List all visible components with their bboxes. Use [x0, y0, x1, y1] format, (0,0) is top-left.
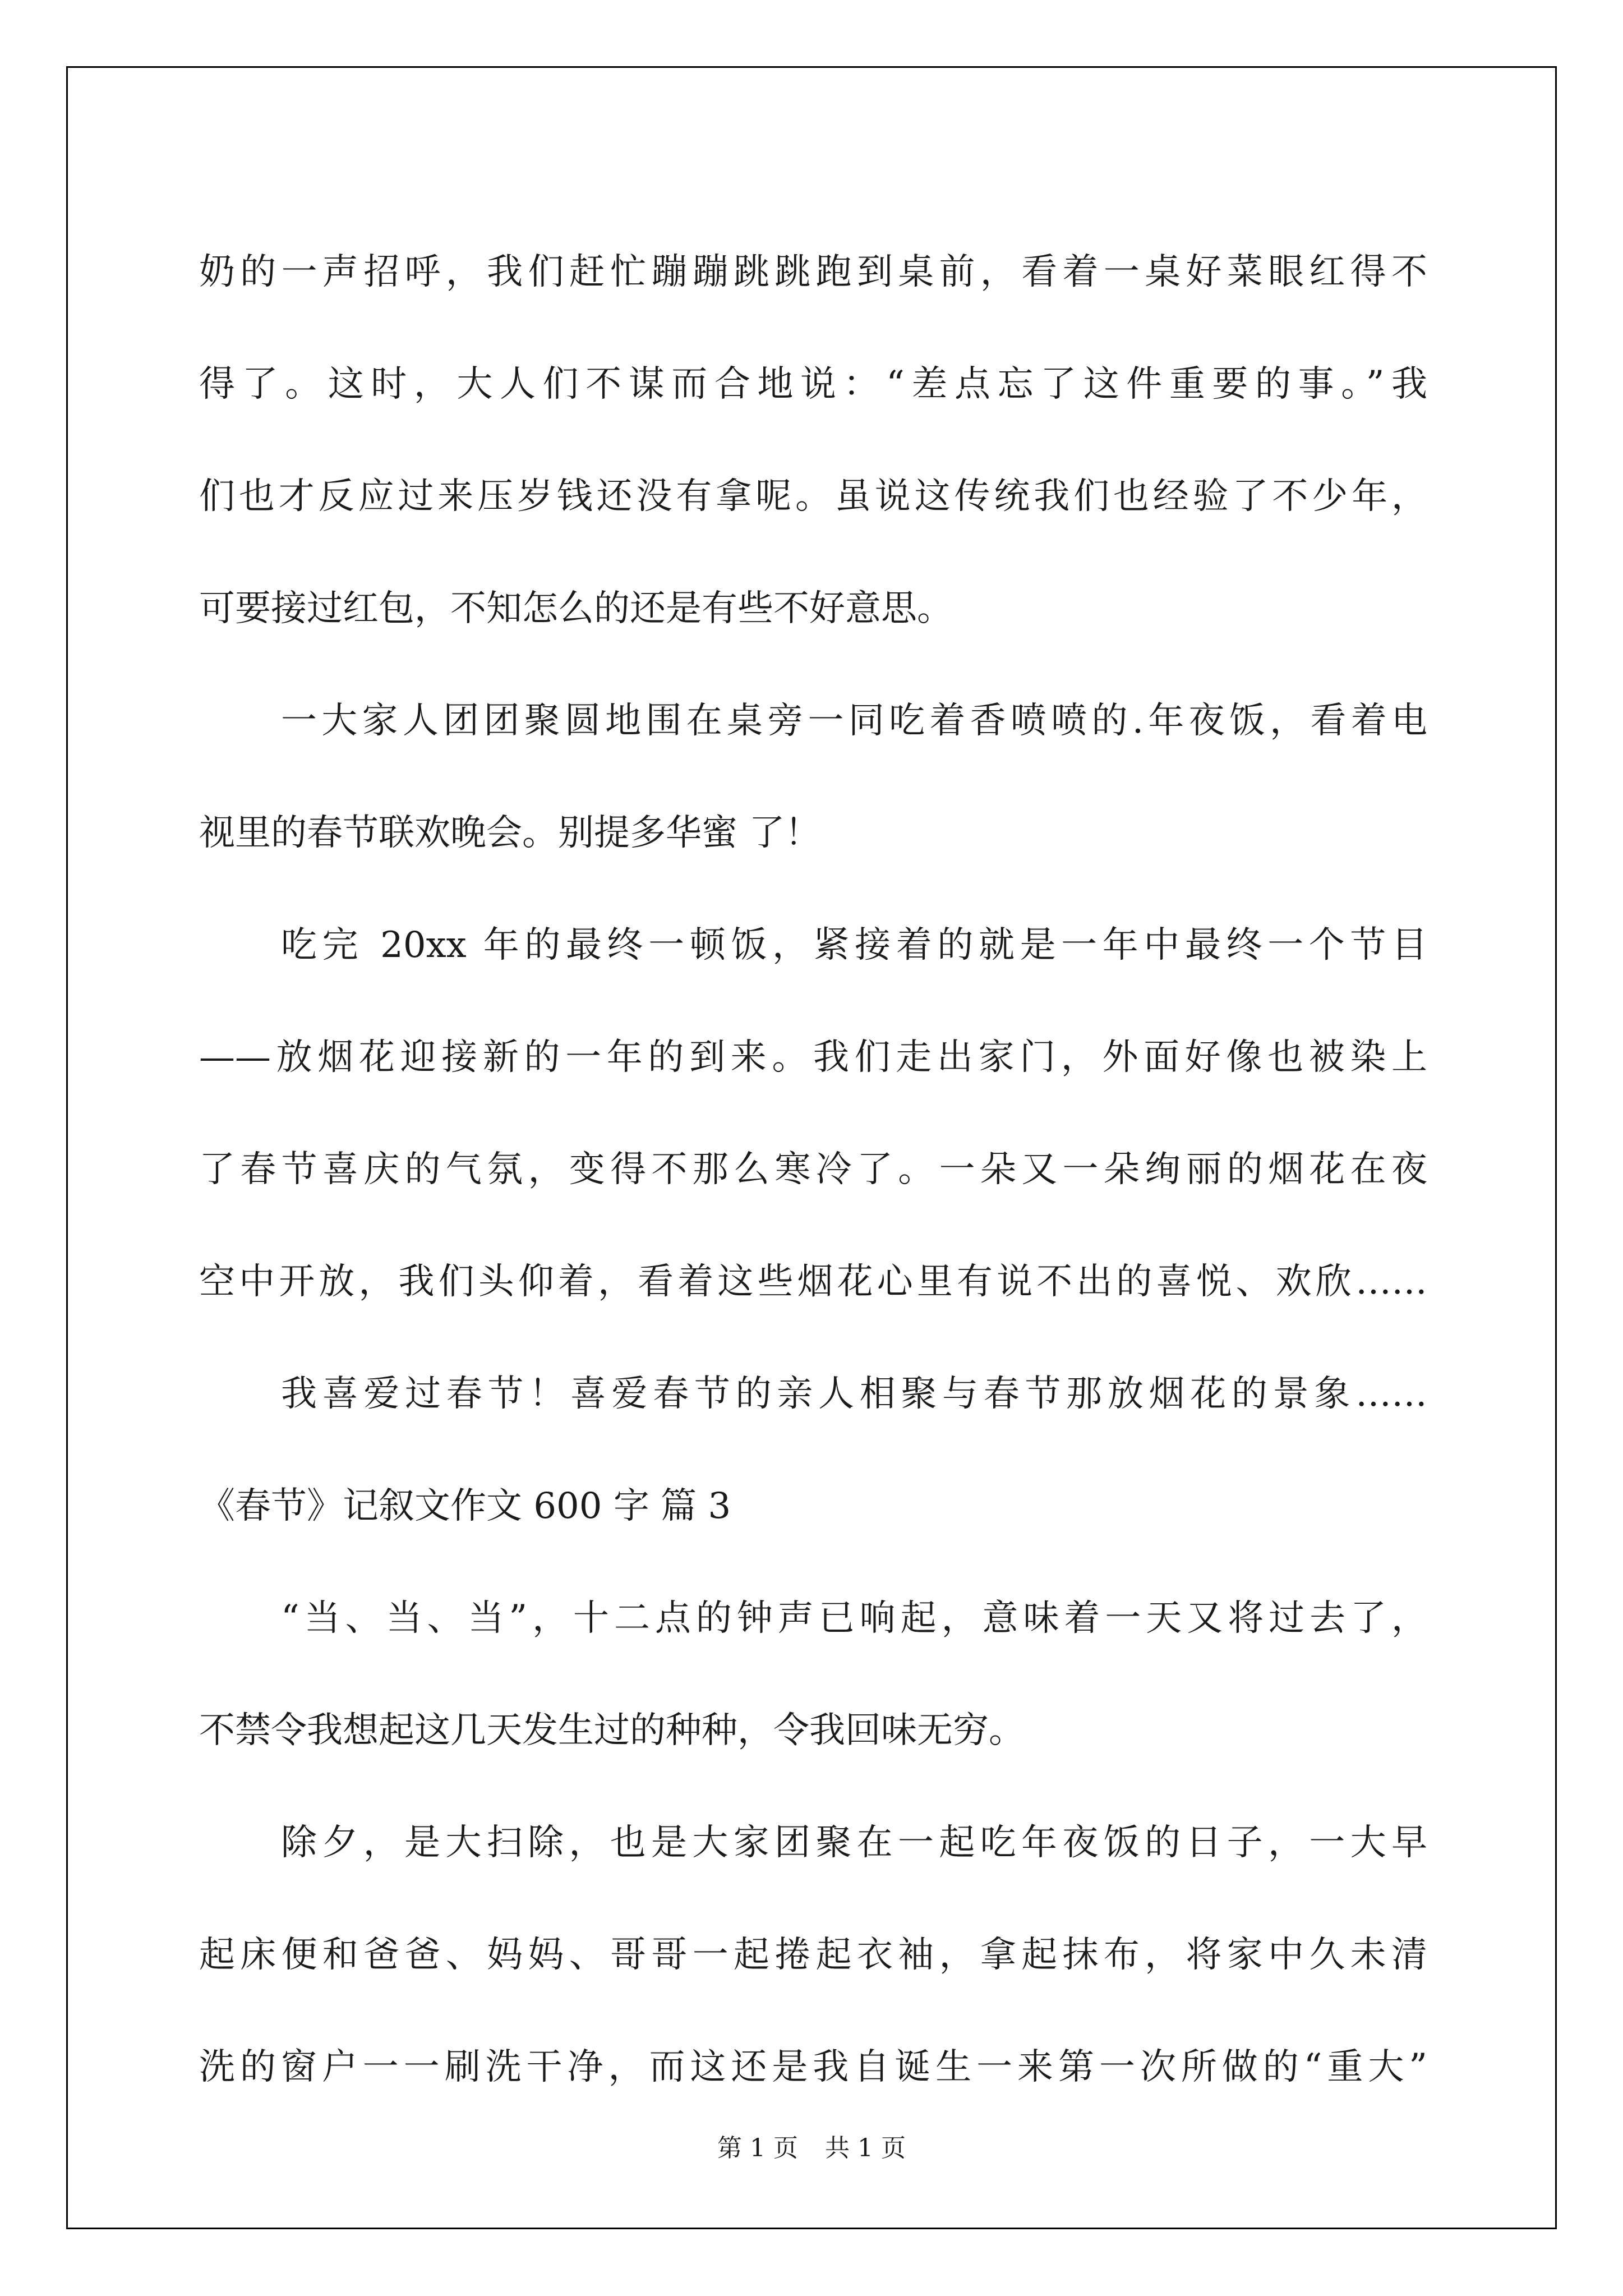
text-line: 洗的窗户一一刷洗干净，而这还是我自诞生一来第一次所做的“重大” [199, 2046, 1427, 2088]
page-count: 共 1 页 [825, 2134, 906, 2162]
text-line: 不禁令我想起这几天发生过的种种，令我回味无穷。 [199, 1710, 1025, 1751]
text-line: ——放烟花迎接新的一年的到来。我们走出家门，外面好像也被染上 [199, 1037, 1427, 1078]
text-line: 视里的春节联欢晚会。别提多华蜜 了！ [199, 812, 821, 854]
text-line: 得了。这时，大人们不谋而合地说：“差点忘了这件重要的事。”我 [199, 364, 1427, 405]
text-line: 起床便和爸爸、妈妈、哥哥一起捲起衣袖，拿起抹布，将家中久未清 [199, 1934, 1427, 1976]
paragraph-start-line: 一大家人团团聚圆地围在桌旁一同吃着香喷喷的.年夜饭，看着电 [281, 700, 1427, 742]
paragraph-start-line: “当、当、当”，十二点的钟声已响起，意味着一天又将过去了， [281, 1598, 1427, 1639]
text-line: 了春节喜庆的气氛，变得不那么寒冷了。一朵又一朵绚丽的烟花在夜 [199, 1149, 1427, 1190]
page-footer [0, 2132, 1623, 2165]
text-line: 可要接过红包，不知怎么的还是有些不好意思。 [199, 588, 953, 629]
paragraph-start-line: 吃完 20xx 年的最终一顿饭，紧接着的就是一年中最终一个节目 [281, 924, 1427, 966]
paragraph-start-line: 除夕，是大扫除，也是大家团聚在一起吃年夜饭的日子，一大早 [281, 1822, 1427, 1864]
section-heading: 《春节》记叙文作文 600 字 篇 3 [199, 1485, 731, 1527]
text-line: 奶的一声招呼，我们赶忙蹦蹦跳跳跑到桌前，看着一桌好菜眼红得不 [199, 251, 1427, 293]
page-number: 第 1 页 [717, 2134, 798, 2162]
text-line: 空中开放，我们头仰着，看着这些烟花心里有说不出的喜悦、欢欣…… [199, 1261, 1427, 1303]
document-body [199, 216, 1427, 2123]
paragraph-start-line: 我喜爱过春节！喜爱春节的亲人相聚与春节那放烟花的景象…… [281, 1373, 1427, 1415]
text-line: 们也才反应过来压岁钱还没有拿呢。虽说这传统我们也经验了不少年， [199, 476, 1427, 517]
